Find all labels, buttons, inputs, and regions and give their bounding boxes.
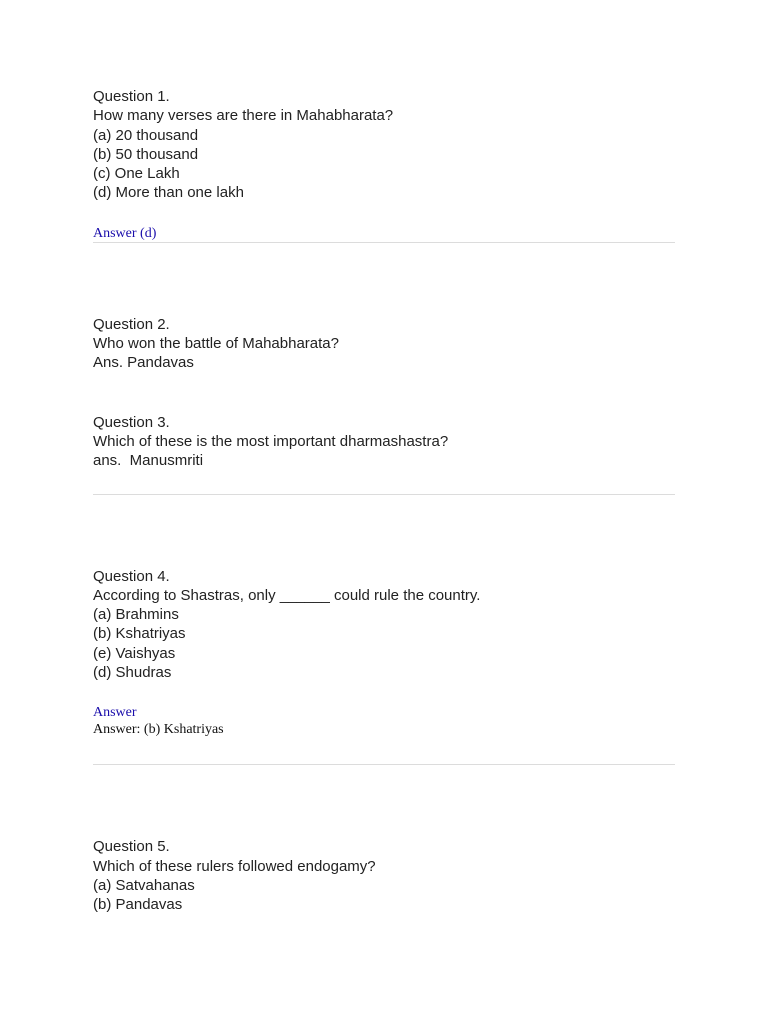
option-c: (e) Vaishyas bbox=[93, 644, 176, 662]
option-c: (c) One Lakh bbox=[93, 165, 180, 183]
question-text: Which of these is the most important dharmashastra? bbox=[93, 432, 449, 450]
question-text: According to Shastras, only ______ could rule the country. bbox=[93, 586, 481, 604]
question-1 bbox=[93, 87, 675, 243]
question-4 bbox=[93, 567, 675, 766]
option-b: (b) Kshatriyas bbox=[93, 625, 186, 643]
document-page bbox=[93, 87, 675, 915]
option-a: (a) Satvahanas bbox=[93, 876, 195, 894]
divider bbox=[93, 764, 675, 765]
answer-link[interactable]: Answer bbox=[93, 705, 137, 721]
option-a: (a) Brahmins bbox=[93, 606, 179, 624]
question-heading: Question 1. bbox=[93, 88, 170, 105]
option-d: (d) Shudras bbox=[93, 664, 172, 682]
divider bbox=[93, 242, 675, 243]
question-heading: Question 3. bbox=[93, 413, 170, 431]
question-2 bbox=[93, 315, 675, 373]
question-heading: Question 2. bbox=[93, 315, 170, 333]
question-5 bbox=[93, 837, 675, 914]
question-3 bbox=[93, 413, 675, 495]
question-heading: Question 5. bbox=[93, 838, 170, 856]
question-text: Which of these rulers followed endogamy? bbox=[93, 857, 376, 875]
question-text: How many verses are there in Mahabharata? bbox=[93, 107, 394, 125]
option-a: (a) 20 thousand bbox=[93, 126, 199, 144]
question-heading: Question 4. bbox=[93, 567, 170, 585]
divider bbox=[93, 494, 675, 495]
answer-text: Ans. Pandavas bbox=[93, 354, 194, 372]
answer-text: Answer: (b) Kshatriyas bbox=[93, 722, 224, 738]
option-b: (b) Pandavas bbox=[93, 896, 183, 914]
option-b: (b) 50 thousand bbox=[93, 145, 199, 163]
answer-text: ans. Manusmriti bbox=[93, 452, 204, 470]
question-text: Who won the battle of Mahabharata? bbox=[93, 335, 339, 353]
answer-link[interactable]: Answer (d) bbox=[93, 225, 157, 241]
option-d: (d) More than one lakh bbox=[93, 184, 244, 202]
